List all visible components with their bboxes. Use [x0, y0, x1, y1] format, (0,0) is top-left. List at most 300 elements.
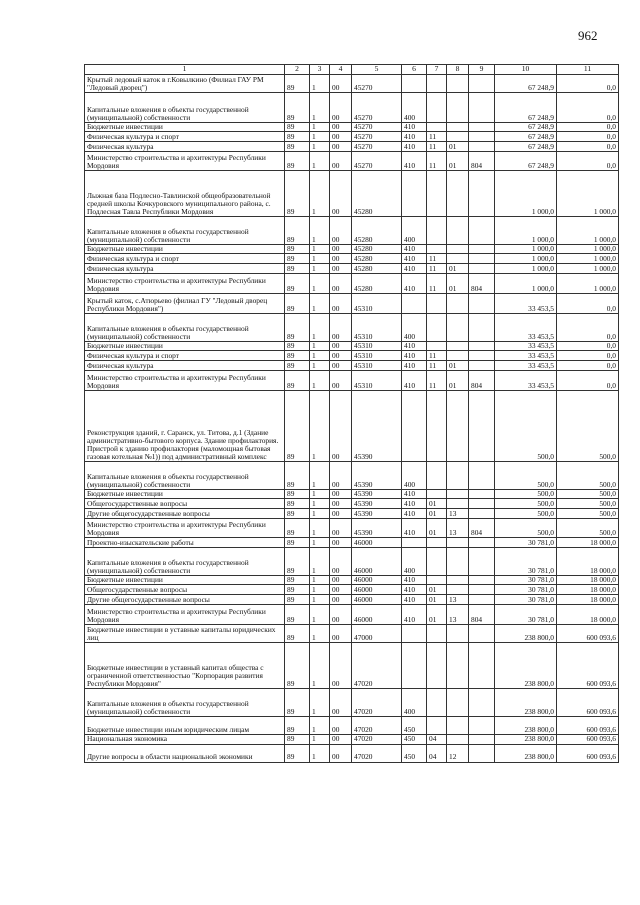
row-value-cell: 500,0 [495, 509, 557, 519]
table-row [85, 585, 619, 595]
row-value-cell [469, 217, 495, 245]
row-value-cell: 67 248,9 [495, 75, 557, 93]
row-value-cell: 00 [330, 585, 352, 595]
row-value-cell: 45280 [352, 264, 402, 274]
row-name-cell: Капитальные вложения в объекты государственной (муниципальной) собственности [85, 548, 285, 576]
row-value-cell: 45310 [352, 371, 402, 391]
table-row [85, 499, 619, 509]
row-value-cell: 01 [447, 371, 469, 391]
row-value-cell: 0,0 [557, 294, 619, 314]
row-value-cell: 1 [310, 538, 330, 548]
row-value-cell [469, 75, 495, 93]
row-value-cell: 238 800,0 [495, 717, 557, 735]
row-value-cell: 00 [330, 123, 352, 132]
row-name-cell: Капитальные вложения в объекты государственной (муниципальной) собственности [85, 462, 285, 490]
row-value-cell [469, 625, 495, 643]
row-value-cell: 1 000,0 [495, 264, 557, 274]
row-value-cell: 04 [427, 735, 447, 744]
row-value-cell: 600 093,6 [557, 643, 619, 689]
row-value-cell: 500,0 [495, 391, 557, 462]
row-value-cell: 410 [402, 132, 427, 142]
row-value-cell: 89 [285, 576, 310, 585]
table-row [85, 351, 619, 361]
row-value-cell [447, 294, 469, 314]
row-value-cell: 600 093,6 [557, 625, 619, 643]
row-value-cell: 45390 [352, 462, 402, 490]
row-value-cell: 30 781,0 [495, 576, 557, 585]
row-value-cell: 410 [402, 142, 427, 152]
row-value-cell: 00 [330, 217, 352, 245]
row-value-cell [427, 538, 447, 548]
table-row [85, 519, 619, 538]
table-row [85, 314, 619, 342]
row-value-cell: 11 [427, 142, 447, 152]
row-value-cell: 18 000,0 [557, 548, 619, 576]
row-value-cell [427, 490, 447, 499]
row-value-cell: 30 781,0 [495, 605, 557, 625]
row-value-cell: 01 [447, 264, 469, 274]
row-value-cell: 89 [285, 462, 310, 490]
row-value-cell [469, 499, 495, 509]
row-value-cell: 500,0 [557, 509, 619, 519]
row-value-cell: 00 [330, 391, 352, 462]
row-value-cell: 1 [310, 391, 330, 462]
row-value-cell [469, 123, 495, 132]
row-value-cell [469, 132, 495, 142]
row-name-cell: Физическая культура и спорт [85, 254, 285, 264]
row-value-cell: 30 781,0 [495, 548, 557, 576]
table-row [85, 264, 619, 274]
row-name-cell: Министерство строительства и архитектуры Республики Мордовия [85, 371, 285, 391]
table-row [85, 171, 619, 217]
row-value-cell: 1 000,0 [495, 171, 557, 217]
table-row [85, 294, 619, 314]
row-name-cell: Капитальные вложения в объекты государственной (муниципальной) собственности [85, 217, 285, 245]
row-value-cell [402, 625, 427, 643]
row-value-cell: 45270 [352, 142, 402, 152]
row-value-cell [469, 391, 495, 462]
row-value-cell: 89 [285, 123, 310, 132]
row-value-cell: 89 [285, 245, 310, 254]
row-value-cell [469, 509, 495, 519]
row-value-cell: 46000 [352, 605, 402, 625]
row-value-cell: 600 093,6 [557, 744, 619, 762]
row-value-cell: 67 248,9 [495, 132, 557, 142]
row-value-cell: 33 453,5 [495, 342, 557, 351]
row-value-cell [469, 171, 495, 217]
row-value-cell: 89 [285, 585, 310, 595]
row-value-cell: 1 [310, 519, 330, 538]
row-value-cell: 500,0 [495, 519, 557, 538]
row-value-cell: 400 [402, 314, 427, 342]
row-value-cell: 89 [285, 314, 310, 342]
row-name-cell: Физическая культура [85, 142, 285, 152]
row-value-cell: 01 [427, 585, 447, 595]
row-value-cell: 89 [285, 361, 310, 371]
row-value-cell: 500,0 [557, 462, 619, 490]
table-row [85, 245, 619, 254]
row-value-cell: 01 [427, 499, 447, 509]
row-value-cell: 67 248,9 [495, 93, 557, 123]
row-value-cell: 804 [469, 605, 495, 625]
row-value-cell [447, 490, 469, 499]
row-name-cell: Бюджетные инвестиции [85, 490, 285, 499]
row-value-cell: 1 [310, 509, 330, 519]
row-value-cell: 1 [310, 735, 330, 744]
row-value-cell: 00 [330, 245, 352, 254]
row-value-cell: 238 800,0 [495, 744, 557, 762]
row-value-cell [427, 245, 447, 254]
row-value-cell: 1 [310, 217, 330, 245]
row-value-cell: 01 [447, 142, 469, 152]
row-value-cell: 1 [310, 274, 330, 294]
row-value-cell [447, 75, 469, 93]
row-value-cell: 01 [427, 605, 447, 625]
row-value-cell: 18 000,0 [557, 576, 619, 585]
row-value-cell [469, 462, 495, 490]
table-row [85, 132, 619, 142]
table-row [85, 93, 619, 123]
row-name-cell: Реконструкция зданий, г. Саранск, ул. Титова, д.1 (Здание административно-бытового корпуса. Здание профилактория. Пристрой к зданию профилактория (маломощная бытовая газовая котельная №1)) под административный комплекс [85, 391, 285, 462]
row-value-cell [469, 576, 495, 585]
row-name-cell: Министерство строительства и архитектуры Республики Мордовия [85, 274, 285, 294]
row-value-cell: 1 [310, 351, 330, 361]
row-value-cell [447, 689, 469, 717]
row-value-cell [427, 391, 447, 462]
row-value-cell: 410 [402, 361, 427, 371]
row-value-cell [427, 548, 447, 576]
row-value-cell: 89 [285, 689, 310, 717]
row-value-cell: 11 [427, 132, 447, 142]
row-value-cell: 1 000,0 [557, 245, 619, 254]
row-value-cell: 400 [402, 548, 427, 576]
row-value-cell: 1 000,0 [557, 217, 619, 245]
row-value-cell [427, 75, 447, 93]
row-value-cell [447, 499, 469, 509]
row-value-cell [469, 142, 495, 152]
row-value-cell: 89 [285, 217, 310, 245]
row-value-cell [469, 342, 495, 351]
table-row [85, 689, 619, 717]
row-value-cell: 500,0 [557, 519, 619, 538]
row-value-cell: 45390 [352, 499, 402, 509]
table-row [85, 538, 619, 548]
row-value-cell: 89 [285, 605, 310, 625]
table-row [85, 509, 619, 519]
row-value-cell: 1 [310, 342, 330, 351]
row-value-cell: 00 [330, 75, 352, 93]
row-value-cell [427, 123, 447, 132]
row-value-cell [469, 595, 495, 605]
row-name-cell: Национальная экономика [85, 735, 285, 744]
row-value-cell: 00 [330, 689, 352, 717]
row-value-cell: 11 [427, 361, 447, 371]
row-value-cell [469, 245, 495, 254]
row-value-cell: 47020 [352, 744, 402, 762]
row-name-cell: Капитальные вложения в объекты государственной (муниципальной) собственности [85, 689, 285, 717]
row-value-cell [469, 93, 495, 123]
row-value-cell: 0,0 [557, 314, 619, 342]
row-value-cell: 1 [310, 294, 330, 314]
table-row [85, 123, 619, 132]
row-value-cell: 89 [285, 538, 310, 548]
row-value-cell: 1 [310, 245, 330, 254]
row-value-cell: 01 [427, 509, 447, 519]
row-value-cell: 1 000,0 [557, 254, 619, 264]
row-value-cell: 89 [285, 735, 310, 744]
row-value-cell: 1 [310, 142, 330, 152]
row-value-cell: 1 [310, 643, 330, 689]
table-row [85, 142, 619, 152]
row-value-cell: 11 [427, 371, 447, 391]
row-value-cell: 00 [330, 643, 352, 689]
row-value-cell: 1 [310, 75, 330, 93]
row-value-cell: 04 [427, 744, 447, 762]
row-value-cell: 89 [285, 75, 310, 93]
row-value-cell: 00 [330, 342, 352, 351]
row-value-cell: 238 800,0 [495, 735, 557, 744]
row-value-cell: 45310 [352, 351, 402, 361]
row-value-cell: 01 [447, 274, 469, 294]
row-value-cell: 11 [427, 274, 447, 294]
row-value-cell [427, 689, 447, 717]
row-value-cell: 89 [285, 342, 310, 351]
row-value-cell: 500,0 [495, 490, 557, 499]
row-name-cell: Капитальные вложения в объекты государственной (муниципальной) собственности [85, 314, 285, 342]
row-value-cell [469, 314, 495, 342]
row-value-cell: 450 [402, 717, 427, 735]
row-value-cell: 89 [285, 264, 310, 274]
row-value-cell: 1 [310, 490, 330, 499]
row-name-cell: Министерство строительства и архитектуры Республики Мордовия [85, 519, 285, 538]
table-row [85, 717, 619, 735]
row-name-cell: Другие вопросы в области национальной экономики [85, 744, 285, 762]
row-value-cell: 89 [285, 519, 310, 538]
row-value-cell [447, 123, 469, 132]
row-value-cell: 1 000,0 [495, 217, 557, 245]
row-value-cell [469, 548, 495, 576]
row-value-cell: 0,0 [557, 361, 619, 371]
row-value-cell: 0,0 [557, 132, 619, 142]
row-value-cell: 410 [402, 595, 427, 605]
row-value-cell: 45390 [352, 519, 402, 538]
row-value-cell: 00 [330, 595, 352, 605]
row-value-cell: 00 [330, 490, 352, 499]
column-header: 9 [469, 65, 495, 75]
row-value-cell: 01 [447, 361, 469, 371]
row-value-cell: 1 000,0 [557, 274, 619, 294]
row-name-cell: Физическая культура [85, 361, 285, 371]
row-value-cell [447, 254, 469, 264]
row-name-cell: Физическая культура [85, 264, 285, 274]
row-value-cell: 00 [330, 625, 352, 643]
row-value-cell [447, 245, 469, 254]
column-header: 6 [402, 65, 427, 75]
column-header: 3 [310, 65, 330, 75]
row-value-cell: 1 [310, 744, 330, 762]
row-value-cell: 45270 [352, 132, 402, 142]
row-value-cell: 804 [469, 371, 495, 391]
row-value-cell [447, 217, 469, 245]
row-name-cell: Лыжная база Подлесно-Тавлинской общеобразовательной средней школы Кочкуровского муниципального района, с. Подлесная Тавла Республики Мордовия [85, 171, 285, 217]
row-value-cell: 1 [310, 462, 330, 490]
row-value-cell: 400 [402, 689, 427, 717]
row-value-cell: 45280 [352, 274, 402, 294]
row-value-cell: 46000 [352, 548, 402, 576]
row-value-cell [427, 643, 447, 689]
row-name-cell: Общегосударственные вопросы [85, 499, 285, 509]
row-value-cell: 410 [402, 490, 427, 499]
row-value-cell [402, 294, 427, 314]
row-value-cell [447, 314, 469, 342]
row-value-cell [447, 548, 469, 576]
row-name-cell: Бюджетные инвестиции в уставные капиталы юридических лиц [85, 625, 285, 643]
row-value-cell: 18 000,0 [557, 605, 619, 625]
row-value-cell: 600 093,6 [557, 689, 619, 717]
table-row [85, 75, 619, 93]
row-value-cell: 1 000,0 [495, 245, 557, 254]
row-value-cell: 410 [402, 576, 427, 585]
row-value-cell: 1 [310, 264, 330, 274]
row-value-cell: 46000 [352, 538, 402, 548]
row-value-cell [447, 538, 469, 548]
table-row [85, 490, 619, 499]
row-value-cell [469, 585, 495, 595]
table-row [85, 342, 619, 351]
table-row [85, 361, 619, 371]
row-name-cell: Бюджетные инвестиции [85, 245, 285, 254]
table-row [85, 595, 619, 605]
row-value-cell: 1 000,0 [495, 274, 557, 294]
table-row [85, 643, 619, 689]
row-value-cell [447, 576, 469, 585]
row-value-cell [447, 342, 469, 351]
row-value-cell: 33 453,5 [495, 371, 557, 391]
row-value-cell: 00 [330, 735, 352, 744]
row-value-cell: 500,0 [495, 499, 557, 509]
row-value-cell: 18 000,0 [557, 585, 619, 595]
row-value-cell: 00 [330, 717, 352, 735]
row-value-cell: 410 [402, 605, 427, 625]
row-value-cell: 89 [285, 643, 310, 689]
row-value-cell: 89 [285, 152, 310, 171]
row-value-cell: 13 [447, 519, 469, 538]
row-value-cell [427, 462, 447, 490]
row-value-cell: 30 781,0 [495, 538, 557, 548]
row-value-cell: 89 [285, 142, 310, 152]
row-value-cell: 00 [330, 538, 352, 548]
row-value-cell: 00 [330, 371, 352, 391]
row-value-cell: 0,0 [557, 371, 619, 391]
row-value-cell [469, 264, 495, 274]
row-value-cell: 13 [447, 595, 469, 605]
row-value-cell: 01 [427, 519, 447, 538]
row-value-cell: 45310 [352, 361, 402, 371]
table-row [85, 274, 619, 294]
row-name-cell: Общегосударственные вопросы [85, 585, 285, 595]
row-value-cell: 804 [469, 274, 495, 294]
table-row [85, 152, 619, 171]
row-value-cell [469, 254, 495, 264]
row-value-cell: 45270 [352, 123, 402, 132]
row-value-cell: 1 [310, 93, 330, 123]
row-value-cell: 00 [330, 93, 352, 123]
table-row [85, 391, 619, 462]
row-value-cell: 89 [285, 351, 310, 361]
row-name-cell: Физическая культура и спорт [85, 132, 285, 142]
row-value-cell: 0,0 [557, 93, 619, 123]
column-header: 5 [352, 65, 402, 75]
row-value-cell: 1 [310, 132, 330, 142]
row-value-cell: 47020 [352, 689, 402, 717]
row-value-cell: 67 248,9 [495, 152, 557, 171]
row-value-cell: 89 [285, 254, 310, 264]
row-value-cell: 410 [402, 509, 427, 519]
row-value-cell [469, 643, 495, 689]
row-name-cell: Крытый каток, с.Атюрьево (филиал ГУ "Ледовый дворец Республики Мордовия") [85, 294, 285, 314]
row-value-cell: 450 [402, 735, 427, 744]
table-row [85, 548, 619, 576]
budget-table [84, 64, 619, 763]
row-value-cell: 1 000,0 [557, 171, 619, 217]
row-value-cell: 89 [285, 132, 310, 142]
row-value-cell: 45390 [352, 509, 402, 519]
row-value-cell: 1 [310, 585, 330, 595]
row-value-cell: 1 [310, 254, 330, 264]
row-value-cell: 00 [330, 744, 352, 762]
row-value-cell: 0,0 [557, 152, 619, 171]
column-header: 2 [285, 65, 310, 75]
row-value-cell: 33 453,5 [495, 361, 557, 371]
row-value-cell: 89 [285, 625, 310, 643]
row-value-cell: 45280 [352, 217, 402, 245]
row-value-cell: 00 [330, 576, 352, 585]
row-name-cell: Другие общегосударственные вопросы [85, 509, 285, 519]
row-value-cell: 400 [402, 217, 427, 245]
row-value-cell: 47020 [352, 643, 402, 689]
row-value-cell [447, 391, 469, 462]
row-value-cell: 11 [427, 351, 447, 361]
row-value-cell: 33 453,5 [495, 294, 557, 314]
row-value-cell: 1 [310, 576, 330, 585]
row-value-cell [447, 625, 469, 643]
row-name-cell: Бюджетные инвестиции [85, 123, 285, 132]
row-value-cell: 1 [310, 499, 330, 509]
row-value-cell: 410 [402, 342, 427, 351]
row-value-cell: 500,0 [495, 462, 557, 490]
row-value-cell [447, 585, 469, 595]
row-value-cell [427, 93, 447, 123]
row-value-cell: 01 [427, 595, 447, 605]
row-value-cell: 00 [330, 142, 352, 152]
row-value-cell: 89 [285, 499, 310, 509]
row-name-cell: Капитальные вложения в объекты государственной (муниципальной) собственности [85, 93, 285, 123]
row-value-cell [447, 717, 469, 735]
row-value-cell: 500,0 [557, 499, 619, 509]
row-name-cell: Бюджетные инвестиции иным юридическим лицам [85, 717, 285, 735]
row-name-cell: Другие общегосударственные вопросы [85, 595, 285, 605]
row-value-cell: 1 [310, 152, 330, 171]
row-value-cell: 1 [310, 314, 330, 342]
row-value-cell: 89 [285, 171, 310, 217]
column-header: 8 [447, 65, 469, 75]
row-value-cell: 13 [447, 605, 469, 625]
row-value-cell [427, 217, 447, 245]
row-value-cell [427, 314, 447, 342]
row-value-cell: 11 [427, 152, 447, 171]
row-value-cell: 410 [402, 254, 427, 264]
table-row [85, 462, 619, 490]
